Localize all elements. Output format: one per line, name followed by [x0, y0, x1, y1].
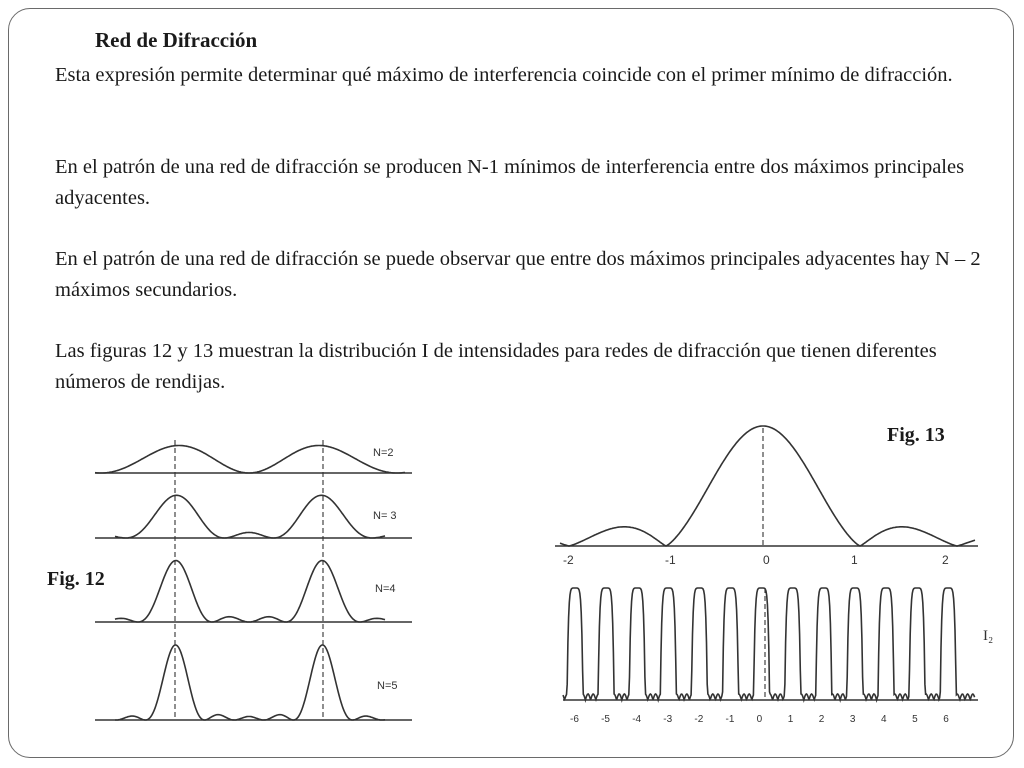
fig12-n-label: N=2	[373, 447, 394, 459]
fig13-grating-tick: 4	[881, 714, 887, 725]
fig13-grating-tick: 5	[912, 714, 918, 725]
paragraph-2: En el patrón de una red de difracción se producen N-1 mínimos de interferencia entre dos máximos principales adyacentes.	[55, 156, 965, 209]
fig13-grating-tick: 3	[849, 714, 856, 725]
fig13-grating-tick: -2	[694, 714, 704, 725]
slide-title: Red de Difracción	[95, 28, 258, 52]
fig13-grating-tick: -4	[632, 714, 642, 725]
fig12-intensity-curve	[115, 645, 385, 720]
fig12-n-label: N=5	[377, 680, 398, 692]
fig13-intensity-label: I₂	[983, 628, 994, 644]
paragraph-3: En el patrón de una red de difracción se puede observar que entre dos máximos principales adyacentes hay N – 2 máximos secundarios.	[55, 248, 981, 301]
fig13-grating-curve	[563, 588, 975, 700]
fig13-envelope-tick: 2	[942, 553, 949, 567]
fig13-grating-tick: -5	[601, 714, 611, 725]
fig13-envelope-tick: -2	[563, 553, 574, 567]
fig12-diagram	[95, 440, 412, 720]
fig13-grating-tick: 0	[756, 714, 763, 725]
fig12-label: Fig. 12	[47, 568, 105, 590]
fig13-grating-tick: -1	[725, 714, 735, 725]
fig12-n-label: N=4	[375, 583, 396, 595]
fig13-envelope-curve	[560, 426, 975, 546]
fig13-grating	[563, 588, 993, 725]
fig13-grating-tick: 6	[943, 714, 949, 725]
fig12-intensity-curve	[115, 561, 385, 623]
fig13-label: Fig. 13	[887, 424, 945, 446]
fig12-n-label: N= 3	[373, 510, 397, 522]
fig13-grating-tick: -3	[663, 714, 673, 725]
paragraph-1: Esta expresión permite determinar qué máximo de interferencia coincide con el primer mínimo de difracción.	[55, 64, 953, 86]
fig13-envelope-tick: 0	[763, 553, 770, 567]
paragraph-4: Las figuras 12 y 13 muestran la distribución I de intensidades para redes de difracción que tienen diferentes números de rendijas.	[55, 340, 937, 393]
fig13-grating-tick: 1	[787, 714, 794, 725]
fig13-envelope	[555, 426, 978, 567]
fig13-grating-tick: -6	[570, 714, 579, 725]
fig13-envelope-tick: 1	[851, 553, 858, 567]
fig13-grating-tick: 2	[818, 714, 825, 725]
fig13-envelope-tick: -1	[665, 553, 676, 567]
fig12-intensity-curve	[115, 495, 385, 538]
fig12-intensity-curve	[95, 446, 405, 474]
